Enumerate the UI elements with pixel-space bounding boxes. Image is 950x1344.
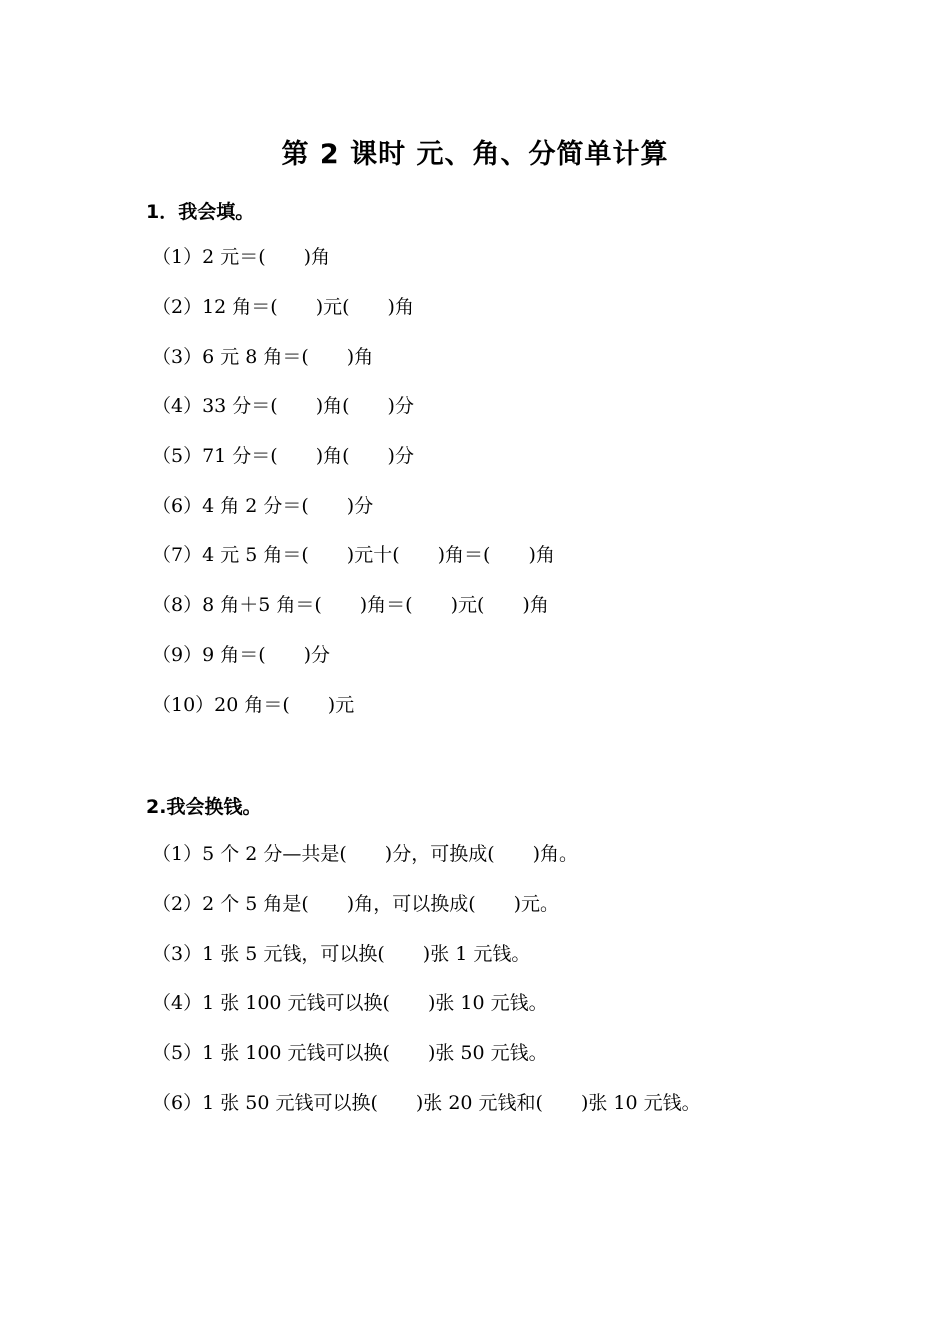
exchange-item-1: （1）5 个 2 分—共是( )分，可换成( )角。	[152, 843, 579, 865]
fill-item-10: （10）20 角＝( )元	[152, 694, 355, 716]
fill-item-3: （3）6 元 8 角＝( )角	[152, 346, 374, 368]
exchange-item-5: （5）1 张 100 元钱可以换( )张 50 元钱。	[152, 1042, 548, 1064]
page-title: 第 2 课时 元、角、分简单计算	[281, 139, 669, 170]
fill-item-6: （6）4 角 2 分＝( )分	[152, 495, 374, 517]
fill-item-8: （8）8 角＋5 角＝( )角＝( )元( )角	[152, 594, 549, 616]
fill-item-5: （5）71 分＝( )角( )分	[152, 445, 414, 467]
section-heading-exchange: 2.我会换钱。	[146, 796, 262, 818]
exchange-item-6: （6）1 张 50 元钱可以换( )张 20 元钱和( )张 10 元钱。	[152, 1092, 701, 1114]
exchange-item-3: （3）1 张 5 元钱，可以换( )张 1 元钱。	[152, 943, 531, 965]
exchange-item-4: （4）1 张 100 元钱可以换( )张 10 元钱。	[152, 992, 548, 1014]
section-heading-fill: 1．我会填。	[146, 201, 255, 223]
fill-item-1: （1）2 元＝( )角	[152, 246, 331, 268]
fill-item-2: （2）12 角＝( )元( )角	[152, 296, 414, 318]
fill-item-4: （4）33 分＝( )角( )分	[152, 395, 414, 417]
exchange-item-2: （2）2 个 5 角是( )角，可以换成( )元。	[152, 893, 560, 915]
fill-item-9: （9）9 角＝( )分	[152, 644, 331, 666]
fill-item-7: （7）4 元 5 角＝( )元十( )角＝( )角	[152, 544, 555, 566]
